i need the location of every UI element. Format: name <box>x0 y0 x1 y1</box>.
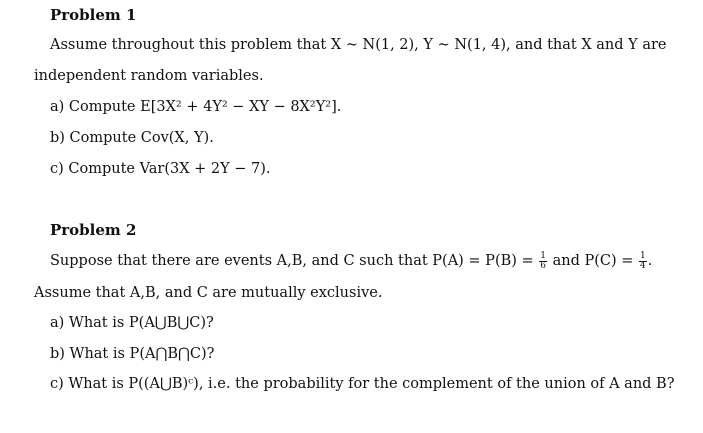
problem-2-intro-mid: and P(C) = <box>548 253 639 269</box>
fraction-one-sixth <box>539 252 547 271</box>
problem-1-part-b: b) Compute Cov(X, Y). <box>50 130 214 146</box>
fraction-numerator: 1 <box>640 250 646 261</box>
problem-2-intro-suffix: . <box>647 253 653 269</box>
problem-1-heading: Problem 1 <box>50 6 137 24</box>
problem-2-intro-line-1 <box>50 251 652 271</box>
problem-2-intro-line-2: Assume that A,B, and C are mutually exclusive. <box>34 285 383 301</box>
problem-2-intro-prefix: Suppose that there are events A,B, and C such that P(A) = P(B) = <box>50 253 539 269</box>
problem-2-heading: Problem 2 <box>50 221 137 239</box>
problem-1-part-a: a) Compute E[3X² + 4Y² − XY − 8X²Y²]. <box>50 99 342 115</box>
problem-2-part-c: c) What is P((A⋃B)ᶜ), i.e. the probability for the complement of the union of A and B? <box>50 376 675 392</box>
fraction-numerator: 1 <box>540 250 547 261</box>
problem-2-part-b: b) What is P(A⋂B⋂C)? <box>50 346 215 362</box>
problem-1-intro-line-2: independent random variables. <box>34 68 264 84</box>
fraction-denominator: 4 <box>640 260 646 271</box>
fraction-denominator: 6 <box>540 260 547 271</box>
fraction-one-quarter <box>639 252 647 271</box>
problem-2-part-a: a) What is P(A⋃B⋃C)? <box>50 315 214 331</box>
problem-1-intro-line-1: Assume throughout this problem that X ~ N(1, 2), Y ~ N(1, 4), and that X and Y are <box>50 37 667 53</box>
problem-1-part-c: c) Compute Var(3X + 2Y − 7). <box>50 161 271 177</box>
